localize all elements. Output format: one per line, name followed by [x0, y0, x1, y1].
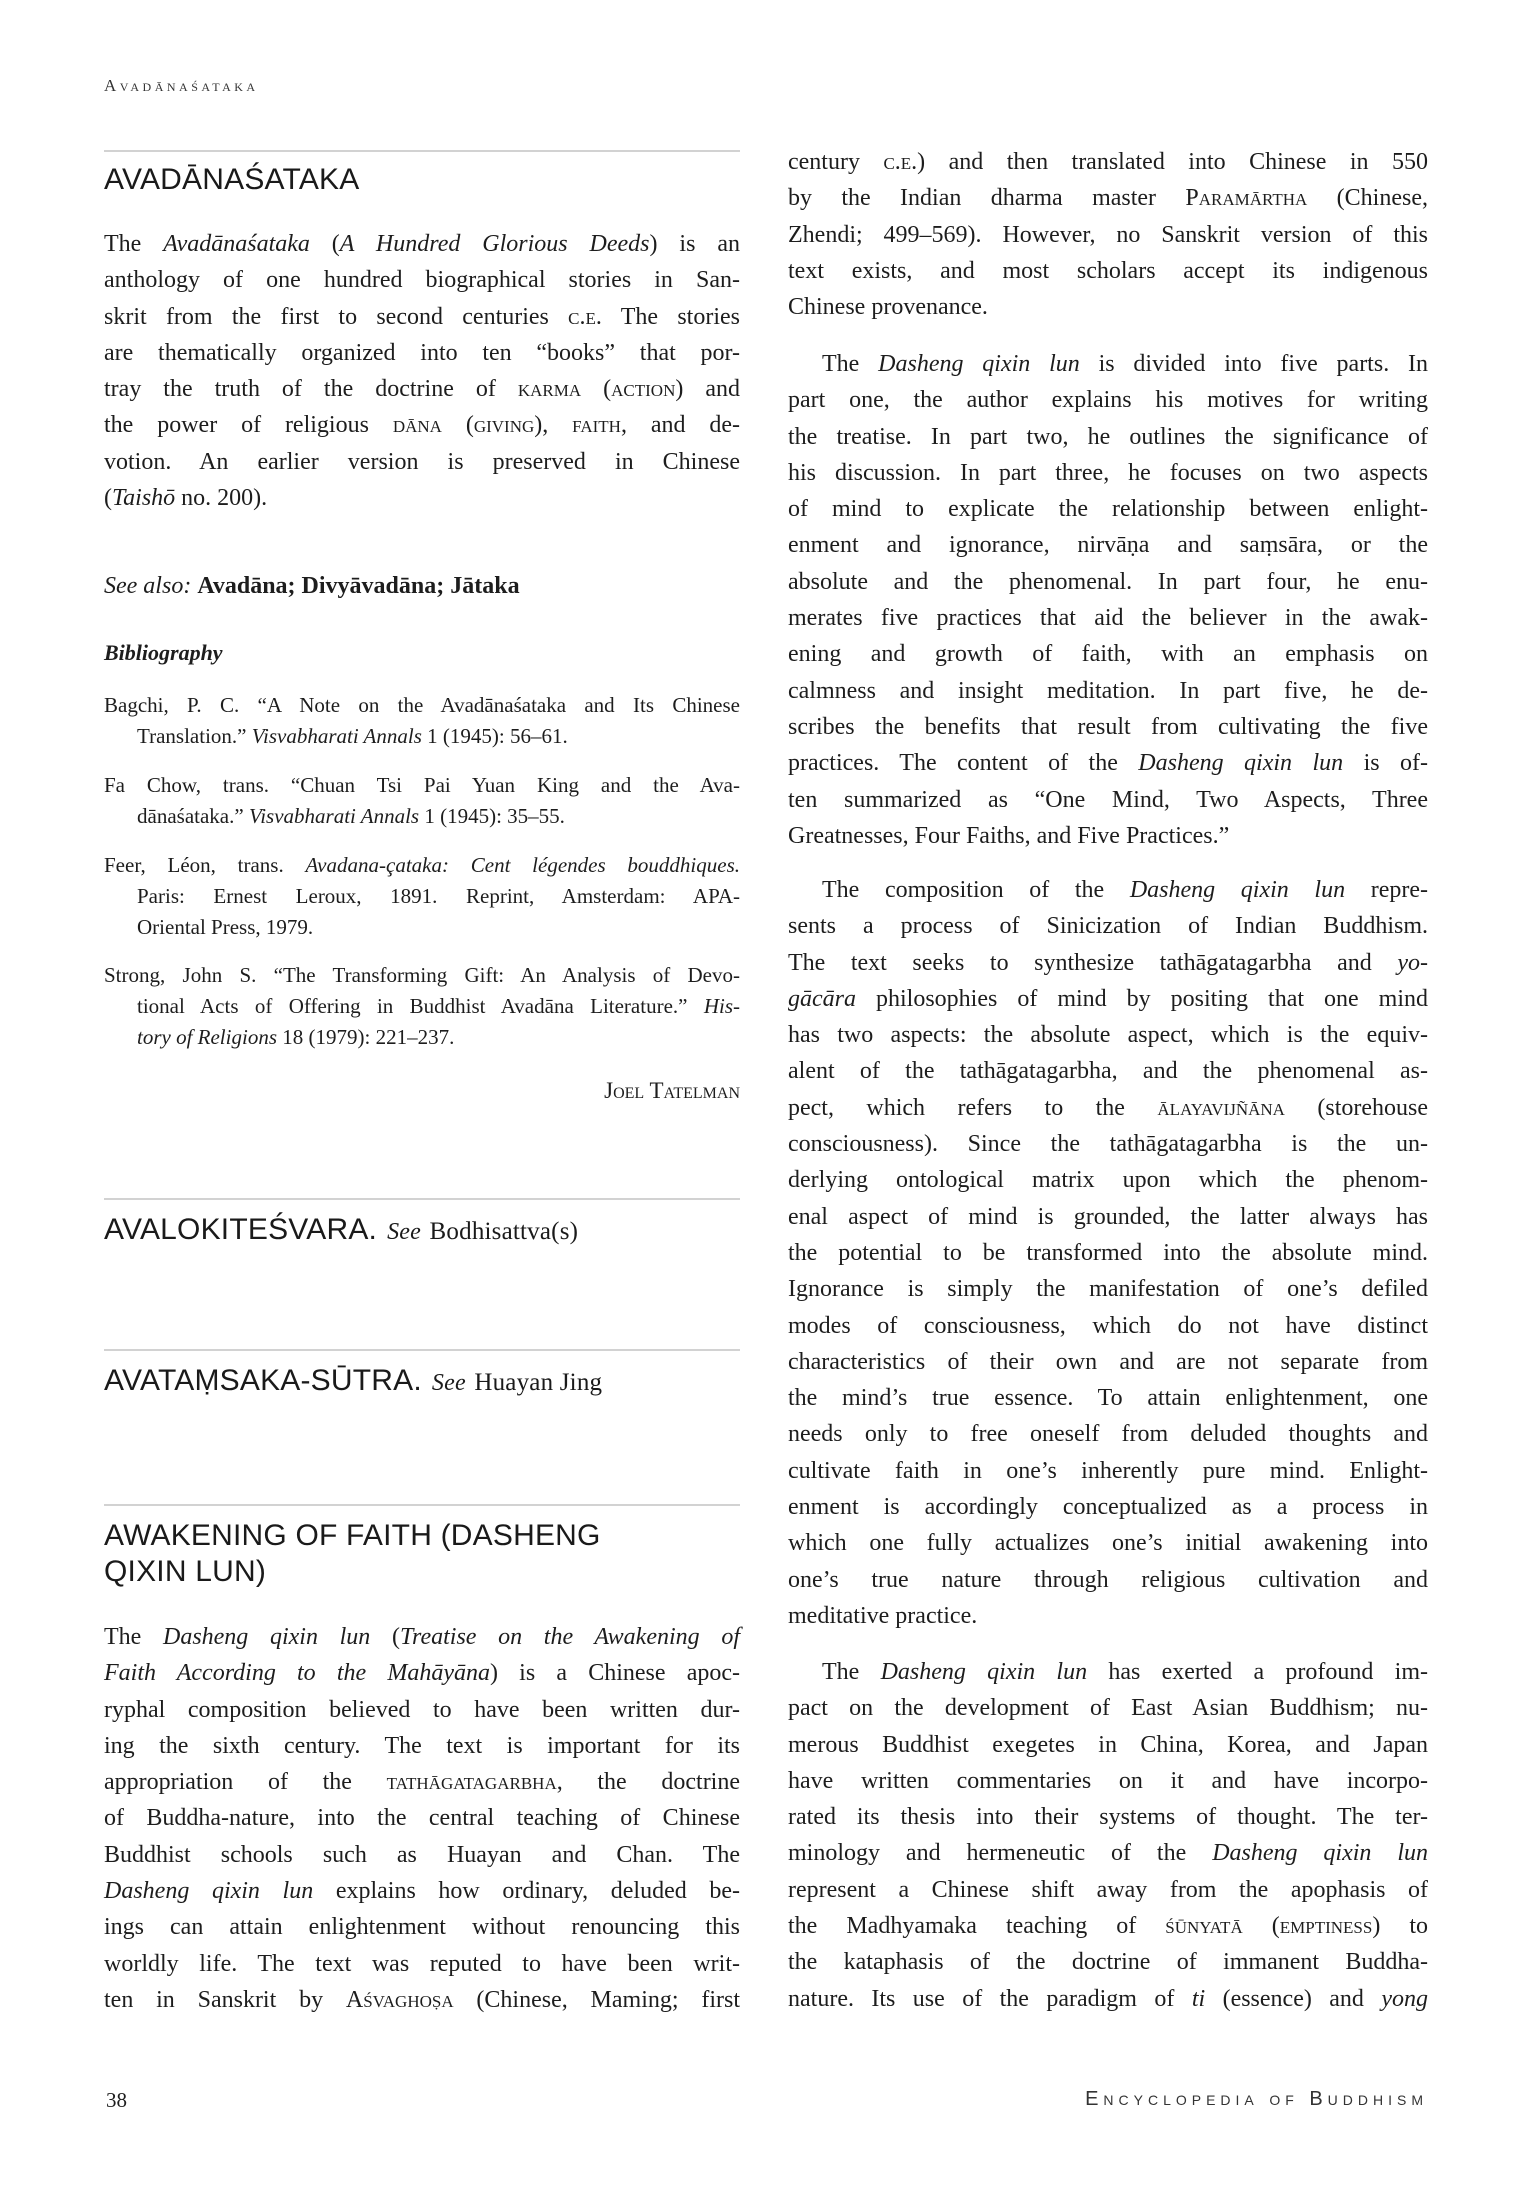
text-line — [104, 960, 740, 991]
entry-heading-awakening-of-faith — [104, 1518, 744, 1590]
text-line — [104, 1619, 740, 1655]
text-run: skrit from the first to second centuries — [104, 303, 569, 330]
text-line — [104, 1982, 740, 2018]
text-run: absolute and the phenomenal. In part four, he enu- — [788, 568, 1428, 595]
text-run: 1 (1945): 35–55. — [419, 804, 565, 828]
cross-reference-term: tathāgatagarbha — [386, 1769, 557, 1796]
text-line — [788, 382, 1428, 418]
cross-reference-term: Paramārtha — [1185, 185, 1308, 212]
text-line — [788, 1090, 1428, 1126]
entry-divider — [104, 1349, 740, 1351]
text-run: Feer, Léon, trans. — [104, 853, 306, 877]
text-run: pact on the development of East Asian Buddhism; nu- — [788, 1695, 1428, 1722]
italic-text: Dasheng qixin lun — [878, 351, 1080, 377]
text-run: Chinese provenance. — [788, 294, 988, 321]
text-line — [788, 1598, 1428, 1634]
entry-heading-avadanasataka: AVADĀNAŚATAKA — [104, 163, 360, 196]
cross-reference-term: emptiness — [1279, 1913, 1373, 1940]
text-run: Oriental Press, 1979. — [137, 915, 314, 939]
entry-heading-avatamsaka — [104, 1363, 744, 1401]
text-line — [788, 872, 1428, 908]
text-line — [788, 419, 1428, 455]
text-run: alent of the tathāgatagarbha, and the phenomenal as- — [788, 1058, 1428, 1085]
text-run: one’s true nature through religious cultivation and — [788, 1566, 1428, 1593]
text-line — [104, 444, 740, 480]
text-run: appropriation of the — [104, 1769, 387, 1796]
text-run: enment is accordingly conceptualized as a process in — [788, 1494, 1428, 1521]
text-run: enment and ignorance, nirvāṇa and saṃsāra, or the — [788, 532, 1428, 559]
text-run: century — [788, 149, 884, 175]
italic-text: Visvabharati Annals — [251, 724, 422, 748]
text-run: (storehouse — [1284, 1094, 1429, 1121]
text-line — [788, 945, 1428, 981]
text-run: scribes the benefits that result from cultivating the five — [788, 713, 1428, 740]
entry-body-paragraph — [788, 1654, 1428, 2017]
text-run: ) and — [675, 376, 740, 403]
italic-text: Dasheng qixin lun — [1129, 877, 1346, 903]
text-line — [104, 1909, 740, 1945]
text-line — [104, 881, 740, 912]
text-run: The — [822, 1659, 881, 1685]
text-run: ten summarized as “One Mind, Two Aspects, Three — [788, 786, 1428, 813]
text-line — [104, 1764, 740, 1800]
text-run: of Buddha-nature, into the central teaching of Chinese — [104, 1805, 740, 1832]
text-run: consciousness). Since the tathāgatagarbha is the un- — [788, 1131, 1428, 1158]
bibliography-entry — [104, 690, 740, 752]
text-run: minology and hermeneutic of the — [788, 1840, 1213, 1867]
text-line — [104, 226, 740, 262]
entry-body-awakening-continued — [788, 144, 1428, 325]
text-run: represent a Chinese shift away from the apophasis of — [788, 1876, 1428, 1903]
text-run: Greatnesses, Four Faiths, and Five Practices.” — [788, 822, 1230, 849]
text-line — [788, 144, 1428, 180]
text-line — [788, 253, 1428, 289]
text-line — [788, 1908, 1428, 1944]
entry-divider — [104, 1198, 740, 1200]
text-line — [788, 1727, 1428, 1763]
bibliography-heading: Bibliography — [104, 640, 223, 665]
text-line — [788, 818, 1428, 854]
text-line — [788, 346, 1428, 382]
text-line — [104, 299, 740, 335]
text-run: Ignorance is simply the manifestation of one’s defiled — [788, 1276, 1428, 1303]
cross-reference-link[interactable]: Bodhisattva(s) — [429, 1218, 579, 1245]
text-run: of mind to explicate the relationship between enlight- — [788, 496, 1428, 523]
italic-text: Taishō — [112, 485, 176, 512]
text-run: is of- — [1343, 750, 1429, 777]
text-run: Fa Chow, trans. “Chuan Tsi Pai Yuan King and the Ava- — [104, 773, 740, 797]
text-line — [104, 1837, 740, 1873]
italic-text: His- — [703, 994, 740, 1018]
text-run: meditative practice. — [788, 1602, 978, 1629]
text-run: The text seeks to synthesize tathāgatagarbha and — [788, 949, 1398, 976]
text-run: Bagchi, P. C. “A Note on the Avadānaśataka and Its Chinese — [104, 693, 740, 717]
text-line — [788, 1162, 1428, 1198]
text-line — [788, 981, 1428, 1017]
text-run: his discussion. In part three, he focuses on two aspects — [788, 459, 1428, 486]
text-line — [788, 564, 1428, 600]
text-line — [788, 1235, 1428, 1271]
text-line — [788, 1416, 1428, 1452]
text-run: which one fully actualizes one’s initial awakening into — [788, 1530, 1428, 1557]
text-line — [788, 1199, 1428, 1235]
text-run: is divided into five parts. In — [1079, 351, 1429, 377]
italic-text: Dasheng qixin lun — [1212, 1840, 1429, 1867]
text-line — [788, 1344, 1428, 1380]
text-line — [104, 991, 740, 1022]
text-run: (Chinese, — [1307, 185, 1428, 212]
text-run: Translation.” — [137, 724, 252, 748]
footer-book-title: Encyclopedia of Buddhism — [1085, 2088, 1428, 2110]
text-run: calmness and insight meditation. In part five, he de- — [788, 677, 1428, 704]
italic-text: gācāra — [788, 985, 856, 1012]
text-run: the potential to be transformed into the absolute mind. — [788, 1239, 1428, 1266]
text-run: ) is a Chinese apoc- — [490, 1660, 740, 1687]
cross-reference-term: dāna — [392, 412, 442, 439]
text-line — [788, 1835, 1428, 1871]
text-run: anthology of one hundred biographical stories in San- — [104, 267, 740, 294]
author-signature: Joel Tatelman — [604, 1078, 740, 1103]
italic-text: A Hundred Glorious Deeds — [339, 231, 650, 257]
text-run: rated its thesis into their systems of thought. The ter- — [788, 1804, 1428, 1831]
cross-reference-link[interactable]: Huayan Jing — [474, 1369, 603, 1396]
text-run: nature. Its use of the paradigm of — [788, 1985, 1192, 2012]
cross-reference-term: faith — [572, 412, 621, 439]
italic-text: yo- — [1397, 949, 1428, 976]
italic-text: Dasheng qixin lun — [1138, 750, 1344, 777]
text-run: The stories — [601, 303, 740, 330]
text-run: , the doctrine — [556, 1769, 741, 1796]
text-line — [788, 1654, 1428, 1690]
text-line — [788, 1053, 1428, 1089]
see-also-refs[interactable]: Avadāna; Divyāvadāna; Jātaka — [197, 573, 520, 599]
text-run: ( — [581, 376, 612, 403]
heading-line: AWAKENING OF FAITH (DASHENG — [104, 1519, 601, 1552]
text-run: the mind’s true essence. To attain enlightenment, one — [788, 1385, 1428, 1412]
entry-body-paragraph — [788, 872, 1428, 1634]
running-head: Avadānaśataka — [104, 76, 259, 95]
entry-divider — [104, 1504, 740, 1506]
text-run: enal aspect of mind is grounded, the latter always has — [788, 1203, 1428, 1230]
text-run: Buddhist schools such as Huayan and Chan. The — [104, 1841, 740, 1868]
see-also-label: See also: — [104, 573, 192, 599]
text-line — [788, 1799, 1428, 1835]
text-line — [788, 636, 1428, 672]
text-run: ings can attain enlightenment without renouncing this — [104, 1914, 740, 1941]
text-line — [788, 217, 1428, 253]
bibliography-entry — [104, 960, 740, 1053]
text-line — [104, 1873, 740, 1909]
text-run: the treatise. In part two, he outlines the significance of — [788, 423, 1428, 450]
page-number: 38 — [106, 2088, 127, 2112]
text-line — [104, 335, 740, 371]
italic-text: Dasheng qixin lun — [880, 1659, 1088, 1685]
text-run: have written commentaries on it and have incorpo- — [788, 1767, 1428, 1794]
text-line — [788, 289, 1428, 325]
text-run: pect, which refers to the — [788, 1094, 1158, 1121]
text-line — [788, 782, 1428, 818]
text-line — [788, 1380, 1428, 1416]
entry-body-paragraph — [788, 346, 1428, 854]
text-run: The — [822, 351, 879, 377]
text-line — [104, 407, 740, 443]
italic-text: Avadānaśataka — [163, 231, 310, 257]
cross-reference-term: c.e. — [883, 149, 918, 175]
italic-text: Visvabharati Annals — [248, 804, 420, 828]
italic-text: ti — [1191, 1985, 1206, 2012]
text-line — [788, 1562, 1428, 1598]
text-run: modes of consciousness, which do not have distinct — [788, 1312, 1428, 1339]
text-line — [104, 1655, 740, 1691]
entry-body-avadanasataka — [104, 226, 740, 516]
text-run: 18 (1979): 221–237. — [277, 1025, 455, 1049]
text-line — [788, 491, 1428, 527]
text-run: ten in Sanskrit by — [104, 1986, 346, 2013]
italic-text: Dasheng qixin lun — [104, 1878, 314, 1905]
text-run: ing the sixth century. The text is important for its — [104, 1732, 740, 1759]
text-run: ( — [370, 1624, 400, 1650]
italic-text: Avadana-çataka: Cent légendes bouddhiques. — [305, 853, 740, 877]
text-run: the power of religious — [104, 412, 393, 439]
text-line — [788, 1308, 1428, 1344]
text-line — [788, 1872, 1428, 1908]
text-run: explains how ordinary, deluded be- — [313, 1878, 740, 1905]
text-run: repre- — [1345, 877, 1428, 903]
text-line — [104, 770, 740, 801]
cross-reference-term: Aśvaghoṣa — [345, 1986, 454, 2013]
text-line — [788, 600, 1428, 636]
text-run: characteristics of their own and are not separate from — [788, 1348, 1428, 1375]
text-line — [788, 1525, 1428, 1561]
text-run: votion. An earlier version is preserved in Chinese — [104, 448, 740, 475]
text-run: ), — [534, 412, 573, 439]
cross-reference-term: giving — [473, 412, 535, 439]
text-run: The — [104, 231, 164, 257]
text-line — [788, 1453, 1428, 1489]
text-line — [104, 480, 740, 516]
text-run: are thematically organized into ten “books” that por- — [104, 339, 740, 366]
text-run: tray the truth of the doctrine of — [104, 376, 518, 403]
text-run: ( — [1242, 1913, 1280, 1940]
see-label: See — [387, 1219, 421, 1245]
text-line — [104, 912, 740, 943]
text-run: cultivate faith in one’s inherently pure mind. Enlight- — [788, 1457, 1428, 1484]
cross-reference-term: action — [611, 376, 676, 403]
text-run: worldly life. The text was reputed to have been writ- — [104, 1950, 740, 1977]
cross-reference-term: śūnyatā — [1165, 1913, 1243, 1940]
text-run: (essence) and — [1205, 1985, 1382, 2012]
text-run: merates five practices that aid the believer in the awak- — [788, 605, 1428, 632]
text-line — [104, 1728, 740, 1764]
text-run: ) and then translated into Chinese in 550 — [917, 149, 1428, 175]
text-line — [104, 1946, 740, 1982]
text-run: by the Indian dharma master — [788, 185, 1186, 212]
text-run: ) is an — [649, 231, 741, 257]
bibliography-entry — [104, 850, 740, 943]
text-line — [104, 801, 740, 832]
text-run: 1 (1945): 56–61. — [421, 724, 568, 748]
italic-text: yong — [1381, 1985, 1428, 2012]
text-line — [788, 455, 1428, 491]
text-line — [104, 1692, 740, 1728]
bibliography-entry — [104, 770, 740, 832]
text-line — [104, 1022, 740, 1053]
text-run: Paris: Ernest Leroux, 1891. Reprint, Amsterdam: APA- — [137, 884, 740, 908]
text-line — [788, 1690, 1428, 1726]
text-run: The — [104, 1624, 163, 1650]
text-run: (Chinese, Maming; first — [453, 1986, 741, 2013]
text-run: Strong, John S. “The Transforming Gift: An Analysis of Devo- — [104, 963, 740, 987]
text-line — [788, 1944, 1428, 1980]
text-line — [788, 1126, 1428, 1162]
text-line — [788, 527, 1428, 563]
text-line — [104, 850, 740, 881]
text-run: ) to — [1372, 1913, 1428, 1940]
entry-divider — [104, 150, 740, 152]
text-line — [788, 1763, 1428, 1799]
text-run: derlying ontological matrix upon which the phenom- — [788, 1167, 1428, 1194]
text-line — [788, 1271, 1428, 1307]
text-run: sents a process of Sinicization of Indian Buddhism. — [788, 913, 1428, 940]
text-run: ( — [309, 231, 340, 257]
cross-reference-term: c.e. — [568, 303, 602, 330]
text-line — [788, 908, 1428, 944]
text-run: dānaśataka.” — [137, 804, 249, 828]
text-line — [788, 1981, 1428, 2017]
see-also — [104, 568, 520, 604]
cross-reference-term: ālayavijñāna — [1157, 1094, 1285, 1121]
text-line — [788, 1489, 1428, 1525]
text-line — [788, 673, 1428, 709]
text-run: philosophies of mind by positing that one mind — [856, 985, 1428, 1012]
text-run: text exists, and most scholars accept its indigenous — [788, 257, 1428, 284]
text-line — [104, 262, 740, 298]
italic-text: Treatise on the Awakening of — [399, 1624, 740, 1650]
text-run: ryphal composition believed to have been written dur- — [104, 1696, 740, 1723]
heading-term: AVATAṂSAKA-SŪTRA. — [104, 1364, 422, 1397]
text-run: the Madhyamaka teaching of — [788, 1913, 1166, 1940]
see-label: See — [431, 1370, 466, 1396]
entry-body-awakening — [104, 1619, 740, 2018]
text-line — [104, 721, 740, 752]
text-run: part one, the author explains his motives for writing — [788, 387, 1428, 414]
heading-term: AVALOKITEŚVARA. — [104, 1213, 378, 1246]
italic-text: tory of Religions — [137, 1025, 277, 1049]
italic-text: Faith According to the Mahāyāna — [104, 1660, 490, 1687]
text-line — [104, 1800, 740, 1836]
text-run: has exerted a profound im- — [1087, 1659, 1428, 1685]
text-line — [788, 1017, 1428, 1053]
text-run: The composition of the — [822, 877, 1130, 903]
text-line — [788, 180, 1428, 216]
text-run: ening and growth of faith, with an emphasis on — [788, 641, 1428, 668]
text-run: needs only to free oneself from deluded thoughts and — [788, 1421, 1428, 1448]
text-line — [788, 745, 1428, 781]
text-line — [104, 690, 740, 721]
italic-text: Dasheng qixin lun — [162, 1624, 371, 1650]
text-run: ( — [104, 485, 112, 512]
heading-line: QIXIN LUN) — [104, 1555, 267, 1588]
text-run: , and de- — [620, 412, 741, 439]
text-run: practices. The content of the — [788, 750, 1139, 777]
text-run: no. 200). — [175, 485, 268, 512]
text-run: tional Acts of Offering in Buddhist Avadāna Literature.” — [137, 994, 704, 1018]
text-run: ( — [441, 412, 474, 439]
text-run: the kataphasis of the doctrine of immanent Buddha- — [788, 1949, 1428, 1976]
text-run: merous Buddhist exegetes in China, Korea, and Japan — [788, 1731, 1428, 1758]
text-run: has two aspects: the absolute aspect, which is the equiv- — [788, 1022, 1428, 1049]
cross-reference-term: karma — [517, 376, 582, 403]
entry-heading-avalokitesvara — [104, 1212, 744, 1250]
text-line — [104, 371, 740, 407]
text-line — [788, 709, 1428, 745]
text-run: Zhendi; 499–569). However, no Sanskrit version of this — [788, 221, 1428, 248]
